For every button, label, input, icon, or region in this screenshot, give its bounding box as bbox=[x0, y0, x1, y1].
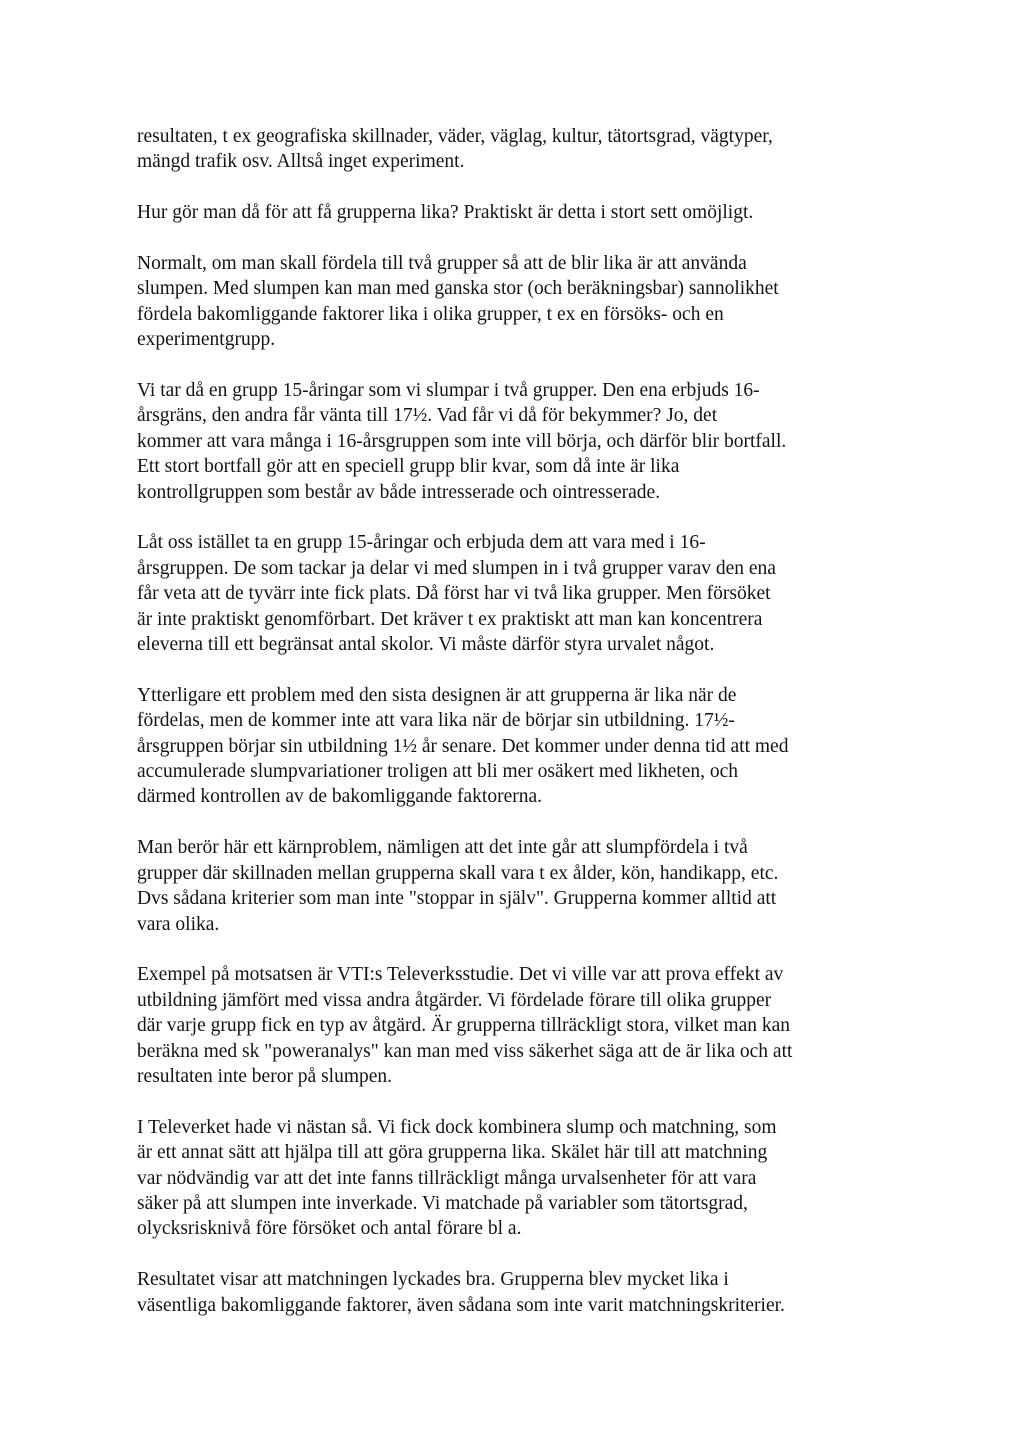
paragraph-1 bbox=[137, 124, 897, 175]
text-line: Vi tar då en grupp 15-åringar som vi slumpar i två grupper. Den ena erbjuds 16- bbox=[137, 380, 760, 402]
text-line: årsgräns, den andra får vänta till 17½. Vad får vi då för bekymmer? Jo, det bbox=[137, 405, 718, 427]
paragraph-2 bbox=[137, 200, 897, 225]
text-line: väsentliga bakomliggande faktorer, även sådana som inte varit matchningskriterier. bbox=[137, 1294, 785, 1316]
text-line: Exempel på motsatsen är VTI:s Televerksstudie. Det vi ville var att prova effekt av bbox=[137, 964, 784, 986]
text-line: där varje grupp fick en typ av åtgärd. Är grupperna tillräckligt stora, vilket man kan bbox=[137, 1015, 791, 1037]
body-text bbox=[137, 124, 897, 1343]
text-line: Hur gör man då för att få grupperna lika? Praktiskt är detta i stort sett omöjligt. bbox=[137, 202, 754, 224]
text-line: därmed kontrollen av de bakomliggande faktorerna. bbox=[137, 786, 543, 808]
text-line: är ett annat sätt att hjälpa till att göra grupperna lika. Skälet här till att matchning bbox=[137, 1142, 768, 1164]
paragraph-10 bbox=[137, 1267, 897, 1318]
paragraph-4 bbox=[137, 378, 897, 505]
text-line: resultaten inte beror på slumpen. bbox=[137, 1065, 393, 1087]
text-line: var nödvändig var att det inte fanns tillräckligt många urvalsenheter för att vara bbox=[137, 1167, 757, 1189]
text-line: I Televerket hade vi nästan så. Vi fick dock kombinera slump och matchning, som bbox=[137, 1116, 777, 1138]
text-line: experimentgrupp. bbox=[137, 329, 276, 351]
text-line: Dvs sådana kriterier som man inte "stoppar in själv". Grupperna kommer alltid att bbox=[137, 888, 777, 910]
paragraph-8 bbox=[137, 962, 897, 1089]
text-line: Normalt, om man skall fördela till två grupper så att de blir lika är att använda bbox=[137, 253, 747, 274]
text-line: är inte praktiskt genomförbart. Det kräver t ex praktiskt att man kan koncentrera bbox=[137, 608, 763, 630]
text-line: årsgruppen börjar sin utbildning 1½ år senare. Det kommer under denna tid att med bbox=[137, 735, 789, 757]
text-line: får veta att de tyvärr inte fick plats. Då först har vi två lika grupper. Men försöket bbox=[137, 583, 771, 605]
text-line: mängd trafik osv. Alltså inget experiment. bbox=[137, 151, 465, 173]
text-line: säker på att slumpen inte inverkade. Vi matchade på variabler som tätortsgrad, bbox=[137, 1192, 748, 1214]
text-line: kontrollgruppen som består av både intresserade och ointresserade. bbox=[137, 481, 661, 503]
text-line: grupper där skillnaden mellan grupperna skall vara t ex ålder, kön, handikapp, etc. bbox=[137, 862, 779, 884]
text-line: Man berör här ett kärnproblem, nämligen att det inte går att slumpfördela i två bbox=[137, 837, 748, 859]
text-line: olycksrisknivå före försöket och antal förare bl a. bbox=[137, 1218, 522, 1240]
text-line: kommer att vara många i 16-årsgruppen som inte vill börja, och därför blir bortfall. bbox=[137, 430, 787, 452]
text-line: resultaten, t ex geografiska skillnader, väder, väglag, kultur, tätortsgrad, vägtyper, bbox=[137, 126, 773, 147]
text-line: Resultatet visar att matchningen lyckades bra. Grupperna blev mycket lika i bbox=[137, 1269, 729, 1291]
text-line: beräkna med sk "poweranalys" kan man med viss säkerhet säga att de är lika och att bbox=[137, 1040, 793, 1062]
text-line: accumulerade slumpvariationer troligen att bli mer osäkert med likheten, och bbox=[137, 761, 739, 783]
paragraph-6 bbox=[137, 683, 897, 810]
paragraph-3 bbox=[137, 251, 897, 353]
text-line: årsgruppen. De som tackar ja delar vi med slumpen in i två grupper varav den ena bbox=[137, 557, 776, 579]
text-line: utbildning jämfört med vissa andra åtgärder. Vi fördelade förare till olika grupper bbox=[137, 989, 772, 1011]
paragraph-5 bbox=[137, 530, 897, 657]
text-line: vara olika. bbox=[137, 913, 220, 935]
text-line: slumpen. Med slumpen kan man med ganska stor (och beräkningsbar) sannolikhet bbox=[137, 278, 779, 300]
text-line: Ytterligare ett problem med den sista designen är att grupperna är lika när de bbox=[137, 684, 737, 706]
paragraph-9 bbox=[137, 1115, 897, 1242]
text-line: Ett stort bortfall gör att en speciell grupp blir kvar, som då inte är lika bbox=[137, 456, 680, 478]
text-line: fördelas, men de kommer inte att vara lika när de börjar sin utbildning. 17½- bbox=[137, 710, 735, 732]
paragraph-7 bbox=[137, 835, 897, 937]
text-line: eleverna till ett begränsat antal skolor. Vi måste därför styra urvalet något. bbox=[137, 634, 715, 656]
text-line: Låt oss istället ta en grupp 15-åringar och erbjuda dem att vara med i 16- bbox=[137, 532, 706, 554]
text-line: fördela bakomliggande faktorer lika i olika grupper, t ex en försöks- och en bbox=[137, 303, 724, 325]
